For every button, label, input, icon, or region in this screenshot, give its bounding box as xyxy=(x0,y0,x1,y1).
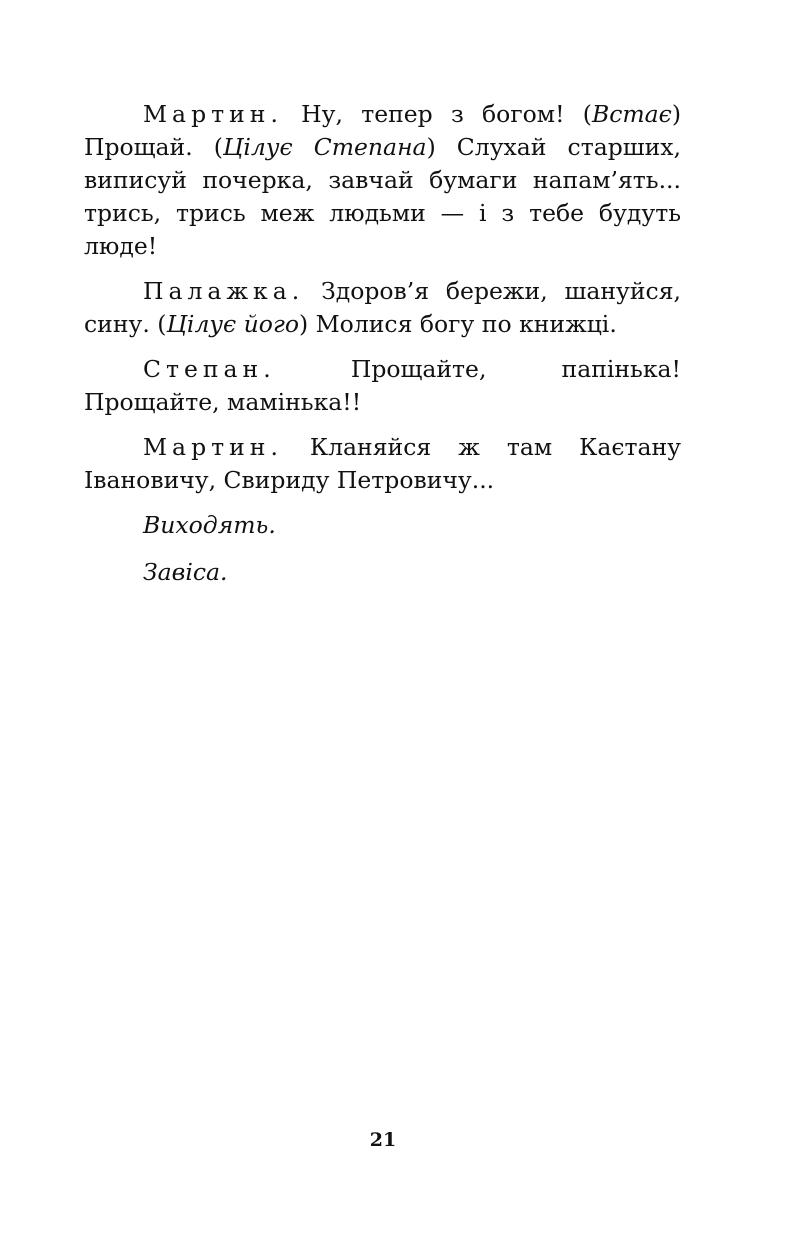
dialogue-text: Здоров’я бережи, шануйся, сину. ( xyxy=(84,277,681,338)
dialogue-text: Прощайте, папінька! Прощайте, мамінька!! xyxy=(84,355,681,416)
dialogue-text: ) Слухай старших, виписуй почерка, завчай бумаги напам’ять... трись, трись меж людьми — і з тебе будуть люде! xyxy=(84,133,681,260)
speaker-name: Степан. xyxy=(143,355,276,383)
stage-direction: Цілує Степана xyxy=(222,133,427,161)
dialogue-paragraph xyxy=(84,353,681,419)
dialogue-paragraph xyxy=(84,431,681,497)
dialogue-text: Кланяйся ж там Каєтану Івановичу, Свириду Петровичу... xyxy=(84,433,681,494)
stage-direction: Встає xyxy=(591,100,672,128)
dialogue-text: ) Прощай. ( xyxy=(84,100,681,161)
page-number: 21 xyxy=(369,1129,397,1151)
stage-direction-exit: Виходять. xyxy=(143,511,276,539)
speaker-name: Мартин. xyxy=(143,100,283,128)
speaker-name: Палажка. xyxy=(143,277,305,305)
dialogue-text: ) Молися богу по книжці. xyxy=(298,310,617,338)
stage-direction-curtain: Завіса. xyxy=(143,558,228,586)
dialogue-paragraph xyxy=(84,275,681,341)
speaker-name: Мартин. xyxy=(143,433,283,461)
dialogue-text: Ну, тепер з богом! ( xyxy=(282,100,592,128)
page-body xyxy=(84,98,681,601)
dialogue-paragraph xyxy=(84,98,681,263)
stage-direction: Цілує його xyxy=(166,310,299,338)
